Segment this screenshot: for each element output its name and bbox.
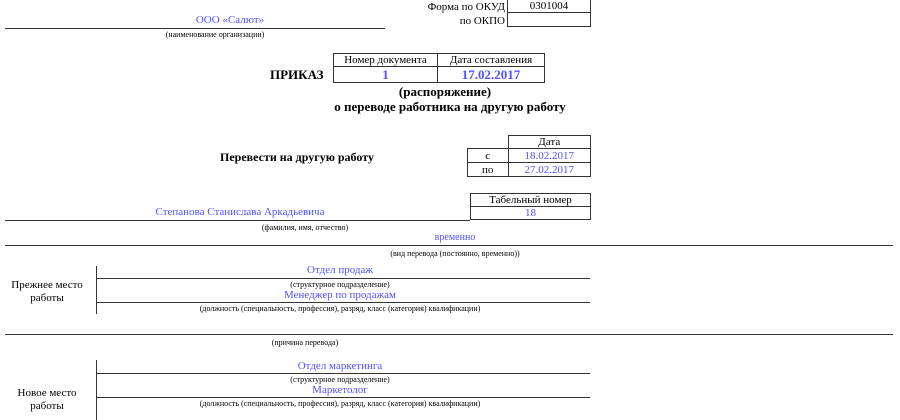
transfer-type-caption: (вид перевода (постоянно, временно)): [390, 249, 520, 258]
doc-table: [333, 53, 545, 83]
okpo-value: [508, 13, 591, 27]
to-date: 27.02.2017: [508, 163, 591, 177]
okpo-label: по ОКПО: [459, 15, 505, 27]
new-department: Отдел маркетинга: [297, 360, 383, 372]
previous-position-caption: (должность (специальность, профессия), разряд, класс (категория) квалификации): [199, 304, 481, 313]
order-title: ПРИКАЗ: [270, 67, 324, 82]
okud-table: [507, 0, 591, 27]
order-subject: о переводе работника на другую работу: [334, 99, 566, 114]
organization-name: ООО «Салют»: [195, 14, 265, 26]
transfer-heading: Перевести на другую работу: [220, 150, 374, 164]
doc-number: 1: [334, 67, 438, 83]
okud-label: Форма по ОКУД: [427, 1, 505, 13]
new-position-caption: (должность (специальность, профессия), разряд, класс (категория) квалификации): [199, 399, 481, 408]
date-header: Дата: [508, 136, 591, 149]
from-date: 18.02.2017: [508, 149, 591, 163]
new-position: Маркетолог: [312, 384, 368, 396]
to-label: по: [468, 163, 509, 177]
employee-name: Степанова Станислава Аркадьевича: [155, 206, 325, 218]
tabel-number: 18: [471, 207, 591, 220]
previous-department: Отдел продаж: [307, 264, 373, 276]
name-caption: (фамилия, имя, отчество): [261, 223, 349, 232]
from-label: с: [468, 149, 509, 163]
new-department-caption: (структурное подразделение): [290, 375, 390, 384]
previous-department-caption: (структурное подразделение): [290, 280, 390, 289]
previous-position: Менеджер по продажам: [284, 289, 396, 301]
previous-label: Прежнее место работы: [11, 279, 83, 304]
new-label: Новое место работы: [17, 387, 77, 412]
doc-number-label: Номер документа: [334, 54, 438, 67]
transfer-type: временно: [434, 232, 476, 243]
okud-value: 0301004: [508, 0, 591, 13]
tabel-label: Табельный номер: [471, 194, 591, 207]
date-table: [467, 135, 591, 177]
order-subtitle: (распоряжение): [398, 84, 492, 99]
doc-date-label: Дата составления: [438, 54, 545, 67]
reason-caption: (причина перевода): [271, 338, 339, 347]
tabel-table: [470, 193, 591, 220]
organization-caption: (наименование организации): [165, 30, 265, 39]
doc-date: 17.02.2017: [438, 67, 545, 83]
